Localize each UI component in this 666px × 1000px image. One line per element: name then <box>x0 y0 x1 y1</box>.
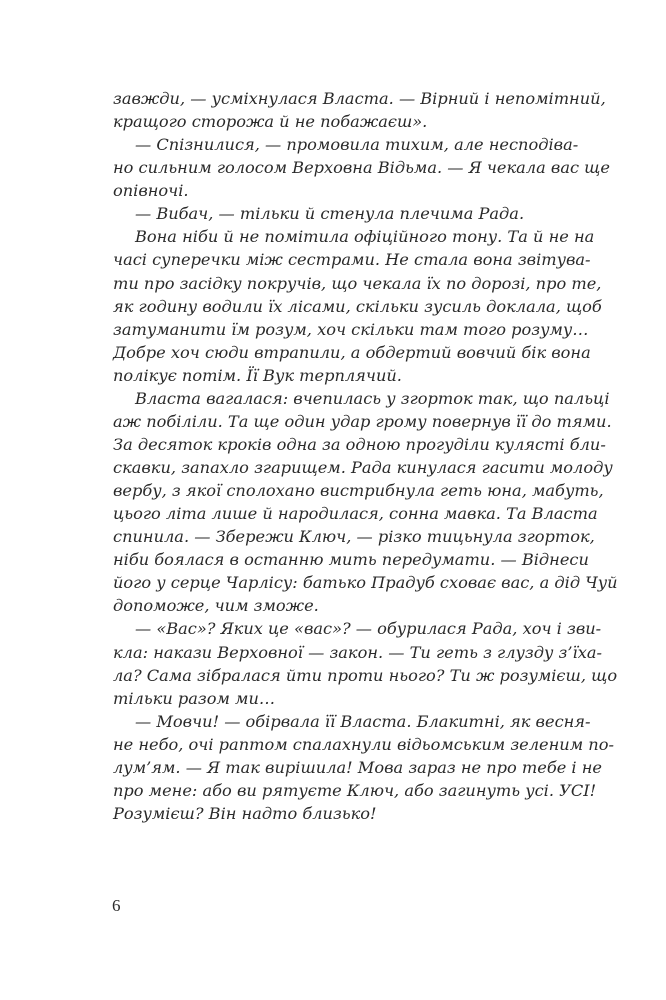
text-line: про мене: або ви рятуєте Ключ, або загинуть усі. УСІ! <box>113 780 597 800</box>
text-line: — Вибач, — тільки й стенула плечима Рада. <box>135 204 525 224</box>
text-line: затуманити їм розум, хоч скільки там того розуму… <box>113 319 589 339</box>
text-line: ти про засідку покручів, що чекала їх по дорозі, про те, <box>113 273 602 293</box>
text-line: не небо, очі раптом спалахнули відьомським зеленим по- <box>113 734 614 754</box>
text-line: Вона ніби й не помітила офіційного тону. Та й не на <box>135 227 595 247</box>
text-line: часі суперечки між сестрами. Не стала вона звітува- <box>113 250 591 270</box>
text-line: аж побіліли. Та ще один удар грому повернув її до тями. <box>113 411 612 431</box>
text-line: За десяток кроків одна за одною прогуділи кулясті бли- <box>113 434 606 454</box>
text-line: — Спізнилися, — промовила тихим, але несподіва- <box>135 135 579 155</box>
text-line: Розумієш? Він надто близько! <box>113 803 377 823</box>
text-line: допоможе, чим зможе. <box>113 596 319 616</box>
text-line: як годину водили їх лісами, скільки зусиль доклала, щоб <box>113 296 602 316</box>
text-line: Добре хоч сюди втрапили, а обдертий вовчий бік вона <box>113 342 591 362</box>
text-line: кращого сторожа й не побажаєш». <box>113 112 428 132</box>
text-line: — Мовчи! — обірвала її Власта. Блакитні, як весня- <box>135 711 591 731</box>
text-line: ла? Сама зібралася йти проти нього? Ти ж розумієш, що <box>113 665 618 685</box>
text-line: цього літа лише й народилася, сонна мавка. Та Власта <box>113 504 598 524</box>
text-line: вербу, з якої сполохано вистрибнула геть юна, мабуть, <box>113 481 604 501</box>
text-line: — «Вас»? Яких це «вас»? — обурилася Рада, хоч і зви- <box>135 619 602 639</box>
text-line: кла: накази Верховної — закон. — Ти геть з глузду з’їха- <box>113 642 602 662</box>
text-line: скавки, запахло згарищем. Рада кинулася гасити молоду <box>113 458 613 477</box>
text-line: тільки разом ми… <box>113 688 276 708</box>
text-line: завжди, — усміхнулася Власта. — Вірний і непомітний, <box>113 89 606 108</box>
body-text <box>113 87 618 825</box>
text-line: Власта вагалася: вчепилась у згорток так, що пальці <box>135 388 610 408</box>
text-line: лум’ям. — Я так вирішила! Мова зараз не про тебе і не <box>113 757 602 777</box>
text-line: опівночі. <box>113 181 189 201</box>
text-line: ніби боялася в останню мить передумати. — Віднеси <box>113 550 589 570</box>
text-line: но сильним голосом Верховна Відьма. — Я чекала вас ще <box>113 158 610 178</box>
text-line: його у серце Чарлісу: батько Прадуб сховає вас, а дід Чуй <box>113 573 618 593</box>
page-number: 6 <box>112 896 121 915</box>
text-line: спинила. — Збережи Ключ, — різко тицьнула згорток, <box>113 527 595 547</box>
text-line: полікує потім. Її Вук терплячий. <box>113 365 402 385</box>
